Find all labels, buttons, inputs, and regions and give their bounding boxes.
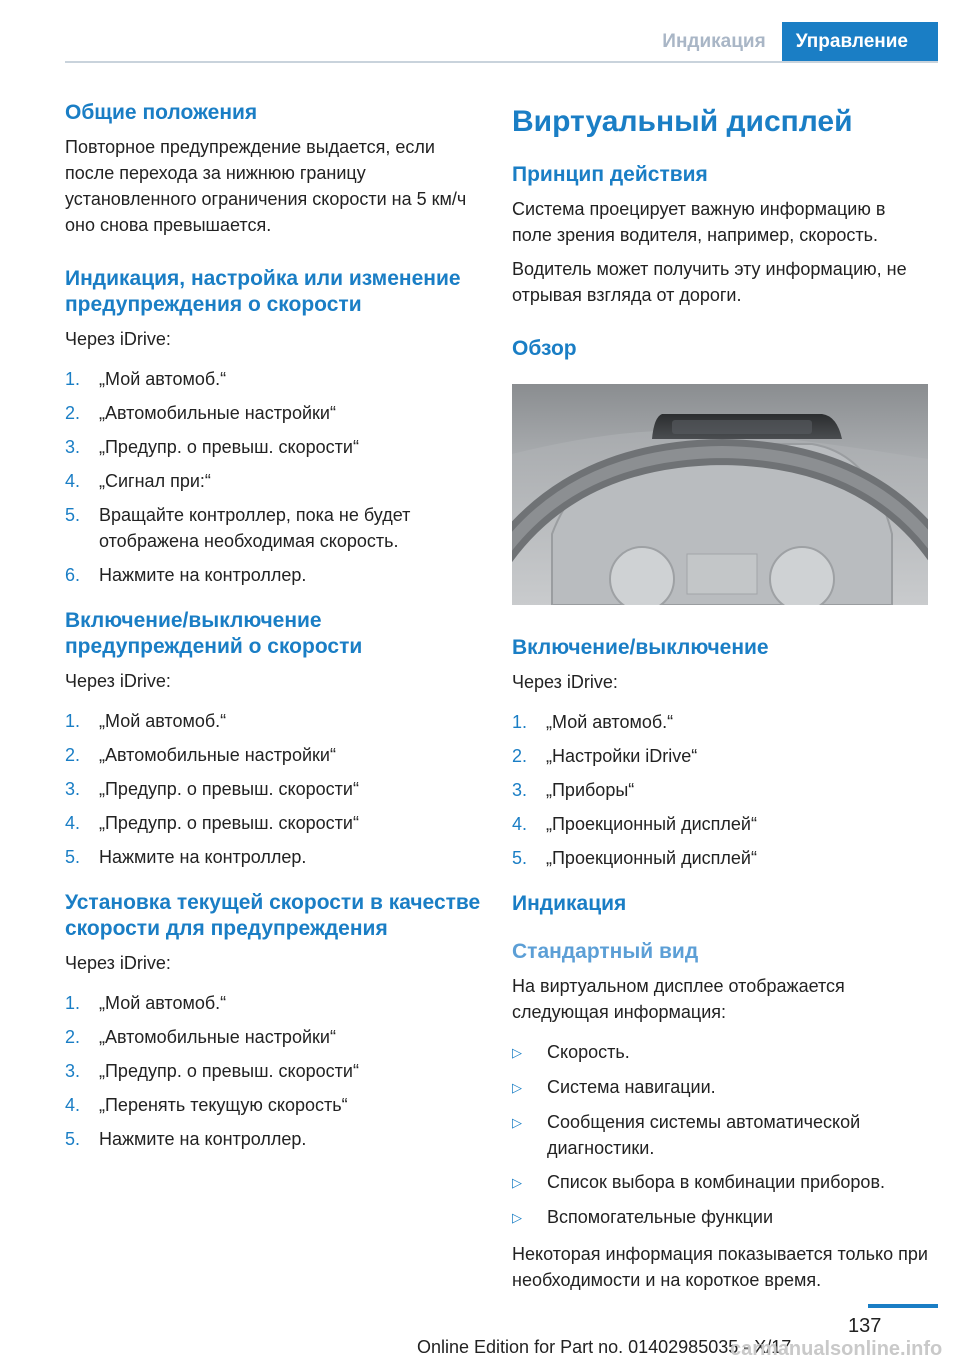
list-item [65,1126,485,1152]
list-item [65,990,485,1016]
section-intro: Через iDrive: [512,672,618,692]
right-column [512,100,928,1301]
list-item [512,845,928,871]
list-item [512,1169,928,1196]
step-number: 2. [65,403,81,423]
triangle-bullet-icon: ▷ [512,1045,522,1060]
steps-list [512,709,928,871]
left-column [65,100,485,1172]
step-number: 3. [512,780,528,800]
step-number: 5. [512,848,528,868]
list-item [512,709,928,735]
triangle-bullet-icon: ▷ [512,1175,522,1190]
step-text: „Перенять текущую скорость“ [99,1095,348,1115]
step-number: 5. [65,1129,81,1149]
edition-note: Online Edition for Part no. 01402985035 - X/17 [417,1337,792,1357]
step-text: Вращайте контроллер, пока не будет отображена необходимая скорость. [99,505,411,551]
section-title-principle: Принцип действия [512,163,708,186]
list-item [65,1058,485,1084]
page-number: 137 [848,1315,882,1337]
steps-list [65,708,485,870]
bullet-text: Система навигации. [547,1077,716,1097]
step-number: 1. [65,711,81,731]
step-text: „Предупр. о превыш. скорости“ [99,779,359,799]
step-number: 5. [65,847,81,867]
list-item [65,366,485,392]
list-item [65,844,485,870]
step-text: „Мой автомоб.“ [99,993,227,1013]
bullet-text: Сообщения системы автоматической диагностики. [547,1112,861,1158]
step-text: Нажмите на контроллер. [99,847,307,867]
list-item [65,1024,485,1050]
list-item [65,742,485,768]
watermark: carmanualsonline.info [730,1338,943,1360]
section-title-overview: Обзор [512,337,577,360]
step-text: „Автомобильные настройки“ [99,1027,336,1047]
list-item [65,562,485,588]
step-text: „Проекционный дисплей“ [546,814,757,834]
list-item [512,1109,928,1161]
section-title-display: Индикация [512,892,627,915]
principle-text-2: Водитель может получить эту информацию, не отрывая взгляда от дороги. [512,259,907,305]
section-title-speed-warning-settings: Индикация, настройка или изменение предупреждения о скорости [65,267,461,316]
section-title-onoff: Включение/выключение [512,636,769,659]
step-number: 3. [65,779,81,799]
step-text: „Приборы“ [546,780,635,800]
step-number: 1. [65,993,81,1013]
step-number: 3. [65,437,81,457]
list-item [65,708,485,734]
step-text: „Настройки iDrive“ [546,746,698,766]
step-text: „Предупр. о превыш. скорости“ [99,1061,359,1081]
list-item [65,400,485,426]
step-number: 5. [65,505,81,525]
step-number: 6. [65,565,81,585]
step-text: Нажмите на контроллер. [99,1129,307,1149]
step-number: 4. [65,471,81,491]
section-title-current-speed-warning: Установка текущей скорости в качестве скорости для предупреждения [65,891,481,940]
section-title-standard-view: Стандартный вид [512,940,699,963]
list-item [65,434,485,460]
step-number: 2. [65,1027,81,1047]
tab-control[interactable]: Управление [782,22,938,62]
triangle-bullet-icon: ▷ [512,1210,522,1225]
step-number: 2. [65,745,81,765]
list-item [512,811,928,837]
step-number: 4. [512,814,528,834]
step-text: „Проекционный дисплей“ [546,848,757,868]
page-title: Виртуальный дисплей [512,105,853,138]
step-text: „Мой автомоб.“ [546,712,674,732]
display-note: Некоторая информация показывается только при необходимости и на короткое время. [512,1244,928,1290]
section-intro: Через iDrive: [65,953,171,973]
tab-indication[interactable]: Индикация [646,22,781,62]
list-item [65,502,485,554]
steps-list [65,366,485,588]
bullet-text: Скорость. [547,1042,630,1062]
list-item [65,810,485,836]
list-item [65,468,485,494]
principle-text-1: Система проецирует важную информацию в поле зрения водителя, например, скорость. [512,199,886,245]
step-text: Нажмите на контроллер. [99,565,307,585]
step-number: 1. [65,369,81,389]
steps-list [65,990,485,1152]
step-text: „Предупр. о превыш. скорости“ [99,437,359,457]
step-number: 1. [512,712,528,732]
list-item [65,776,485,802]
section-title-general: Общие положения [65,101,258,124]
bullet-text: Вспомогательные функции [547,1207,774,1227]
display-intro: На виртуальном дисплее отображается следующая информация: [512,976,845,1022]
triangle-bullet-icon: ▷ [512,1080,522,1095]
section-text-general: Повторное предупреждение выдается, если после перехода за нижнюю границу установленного ограничения скорости на 5 км/ч оно снова превышается. [65,137,467,235]
step-text: „Мой автомоб.“ [99,711,227,731]
step-text: „Предупр. о превыш. скорости“ [99,813,359,833]
section-intro: Через iDrive: [65,671,171,691]
dashboard-photo [512,384,928,605]
bullet-list [512,1039,928,1231]
bullet-text: Список выбора в комбинации приборов. [547,1172,886,1192]
triangle-bullet-icon: ▷ [512,1115,522,1130]
step-number: 3. [65,1061,81,1081]
step-text: „Автомобильные настройки“ [99,745,336,765]
header-tabs [646,22,938,62]
list-item [512,1074,928,1101]
header-divider [65,61,938,63]
section-intro: Через iDrive: [65,329,171,349]
footer-accent-bar [868,1304,938,1308]
list-item [65,1092,485,1118]
section-title-speed-warning-onoff: Включение/выключение предупреждений о скорости [65,609,363,658]
list-item [512,743,928,769]
step-text: „Сигнал при:“ [99,471,211,491]
step-text: „Автомобильные настройки“ [99,403,336,423]
step-text: „Мой автомоб.“ [99,369,227,389]
step-number: 2. [512,746,528,766]
step-number: 4. [65,1095,81,1115]
list-item [512,1039,928,1066]
list-item [512,777,928,803]
list-item [512,1204,928,1231]
step-number: 4. [65,813,81,833]
